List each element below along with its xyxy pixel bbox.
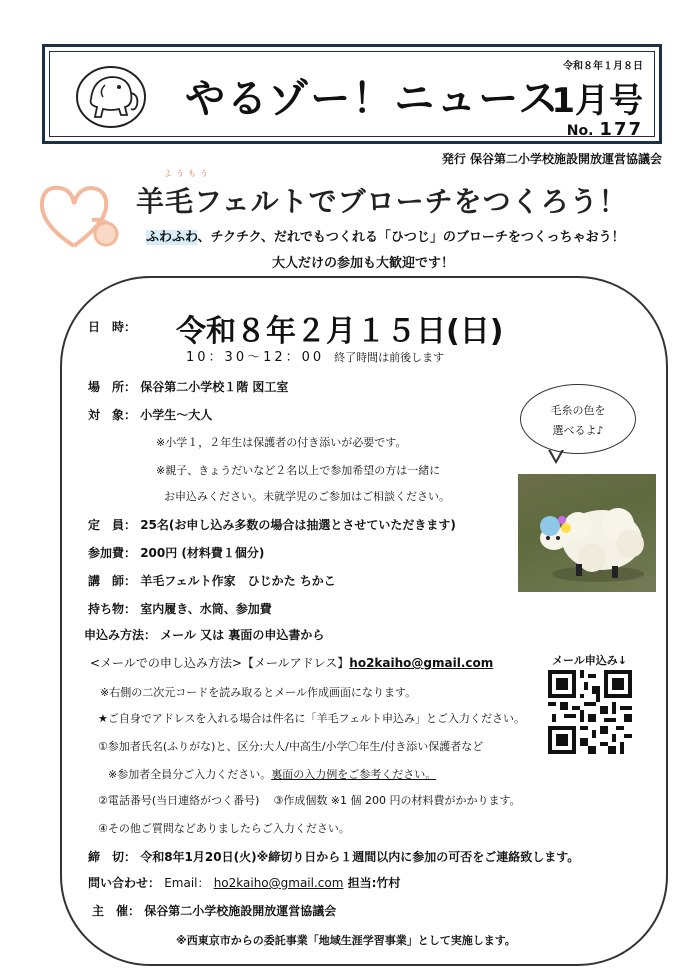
target-label: 対 象： xyxy=(88,408,137,422)
email-note-6: ④その他ご質問などありましたらご入力ください。 xyxy=(98,822,350,835)
deadline-row xyxy=(88,848,579,865)
email-note-3: ①参加者氏名(ふりがな)と、区分:大人/中高生/小学〇年生/付き添い保護者など xyxy=(98,740,484,753)
speech-bubble xyxy=(520,384,636,454)
instructor-value: 羊毛フェルト作家 ひじかた ちかこ xyxy=(140,574,336,588)
email-note-5 xyxy=(98,792,521,808)
datetime-label: 日 時： xyxy=(88,320,137,334)
host-value: 保谷第二小学校施設開放運営協議会 xyxy=(144,904,337,918)
target-note-1: ※小学１，２年生は保護者の付き添いが必要です。 xyxy=(156,436,407,449)
fee-value: 200円 (材料費１個分) xyxy=(140,546,265,560)
email-note-1: ※右側の二次元コードを読み取るとメール作成画面になります。 xyxy=(100,686,417,699)
event-headline: 羊毛フェルトでブローチをつくろう！ xyxy=(136,185,628,218)
issue-number-value: 177 xyxy=(599,119,643,140)
target-row xyxy=(88,406,212,423)
event-subheadline xyxy=(146,226,625,245)
qr-label: メール申込み↓ xyxy=(552,654,627,667)
fee-row xyxy=(88,544,264,561)
apply-label: 申込み方法： xyxy=(84,628,157,642)
host-note: ※西東京市からの委託事業「地域生涯学習事業」として実施します。 xyxy=(176,934,516,947)
contact-label: 問い合わせ： xyxy=(88,876,161,890)
apply-value: メール 又は 裏面の申込書から xyxy=(160,628,325,642)
bubble-line-1: 毛糸の色を xyxy=(550,404,606,417)
elephant-logo-icon xyxy=(67,55,157,135)
email-address-link[interactable]: ho2kaiho@gmail.com xyxy=(349,656,494,670)
event-date: 令和８年２月１５日(日) xyxy=(176,314,504,349)
email-note-4a: ※参加者全員分ご入力ください。 xyxy=(108,768,272,781)
host-label: 主 催： xyxy=(92,904,141,918)
issue-number xyxy=(567,119,643,140)
place-row xyxy=(88,378,288,395)
email-note-5a: ②電話番号(当日連絡がつく番号) xyxy=(98,794,260,807)
headline-furigana: ようもう xyxy=(164,169,212,178)
target-note-2: ※親子、きょうだいなど２名以上で参加希望の方は一緒に xyxy=(156,464,441,477)
qr-code-icon[interactable] xyxy=(548,670,632,754)
bubble-line-2: 選べるよ♪ xyxy=(552,424,604,437)
issue-number-label: No. xyxy=(566,123,594,139)
yarn-heart-icon xyxy=(34,180,124,252)
subheadline-text: 、チクチク、だれでもつくれる「ひつじ」のブローチをつくっちゃおう！ xyxy=(197,230,625,245)
contact-email-link[interactable]: ho2kaiho@gmail.com xyxy=(213,876,344,890)
target-note-3: お申込みください。未就学児のご参加はご相談ください。 xyxy=(164,490,450,503)
email-note-4 xyxy=(108,766,436,782)
email-method-heading: <メールでの申し込み方法>【メールアドレス】 xyxy=(90,656,350,670)
issue-month: 1月号 xyxy=(551,81,643,121)
adults-welcome-text: 大人だけの参加も大歓迎です！ xyxy=(272,256,455,271)
target-value: 小学生〜大人 xyxy=(140,408,213,422)
bring-value: 室内履き、水筒、参加費 xyxy=(140,602,272,616)
email-note-4b: 裏面の入力例をご参考ください。 xyxy=(271,768,437,781)
newsletter-title: やるゾー！ニュース xyxy=(185,76,561,122)
publisher-line: 発行 保谷第二小学校施設開放運営協議会 xyxy=(441,152,662,166)
contact-person: 担当:竹村 xyxy=(347,876,401,890)
capacity-label: 定 員： xyxy=(88,518,137,532)
bring-row xyxy=(88,600,272,617)
contact-email-prefix: Email： xyxy=(164,876,210,890)
newsletter-header xyxy=(42,44,662,144)
contact-row xyxy=(88,874,400,891)
email-method-line xyxy=(90,654,493,671)
event-time: 10：30〜12：00 xyxy=(186,350,325,365)
place-value: 保谷第二小学校１階 図工室 xyxy=(140,380,289,394)
sheep-brooch-image xyxy=(518,474,656,592)
deadline-label: 締 切： xyxy=(88,850,137,864)
subheadline-highlight: ふわふわ xyxy=(146,230,198,245)
capacity-value: 25名(お申し込み多数の場合は抽選とさせていただきます) xyxy=(140,518,456,532)
fee-label: 参加費： xyxy=(88,546,137,560)
event-time-line xyxy=(186,346,444,365)
event-time-note: 終了時間は前後します xyxy=(334,351,445,364)
instructor-row xyxy=(88,572,336,589)
deadline-value: 令和8年1月20日(火)※締切り日から１週間以内に参加の可否をご連絡致します。 xyxy=(140,850,580,864)
capacity-row xyxy=(88,516,456,533)
email-note-2: ★ご自身でアドレスを入れる場合は件名に「羊毛フェルト申込み」とご入力ください。 xyxy=(98,712,525,725)
host-row xyxy=(92,902,336,919)
place-label: 場 所： xyxy=(88,380,137,394)
bring-label: 持ち物： xyxy=(88,602,137,616)
apply-row xyxy=(84,626,324,643)
issue-date: 令和８年１月８日 xyxy=(563,61,643,72)
instructor-label: 講 師： xyxy=(88,574,137,588)
email-note-5b: ③作成個数 ※1 個 200 円の材料費がかかります。 xyxy=(273,794,521,807)
sheep-brooch-photo xyxy=(518,474,656,592)
